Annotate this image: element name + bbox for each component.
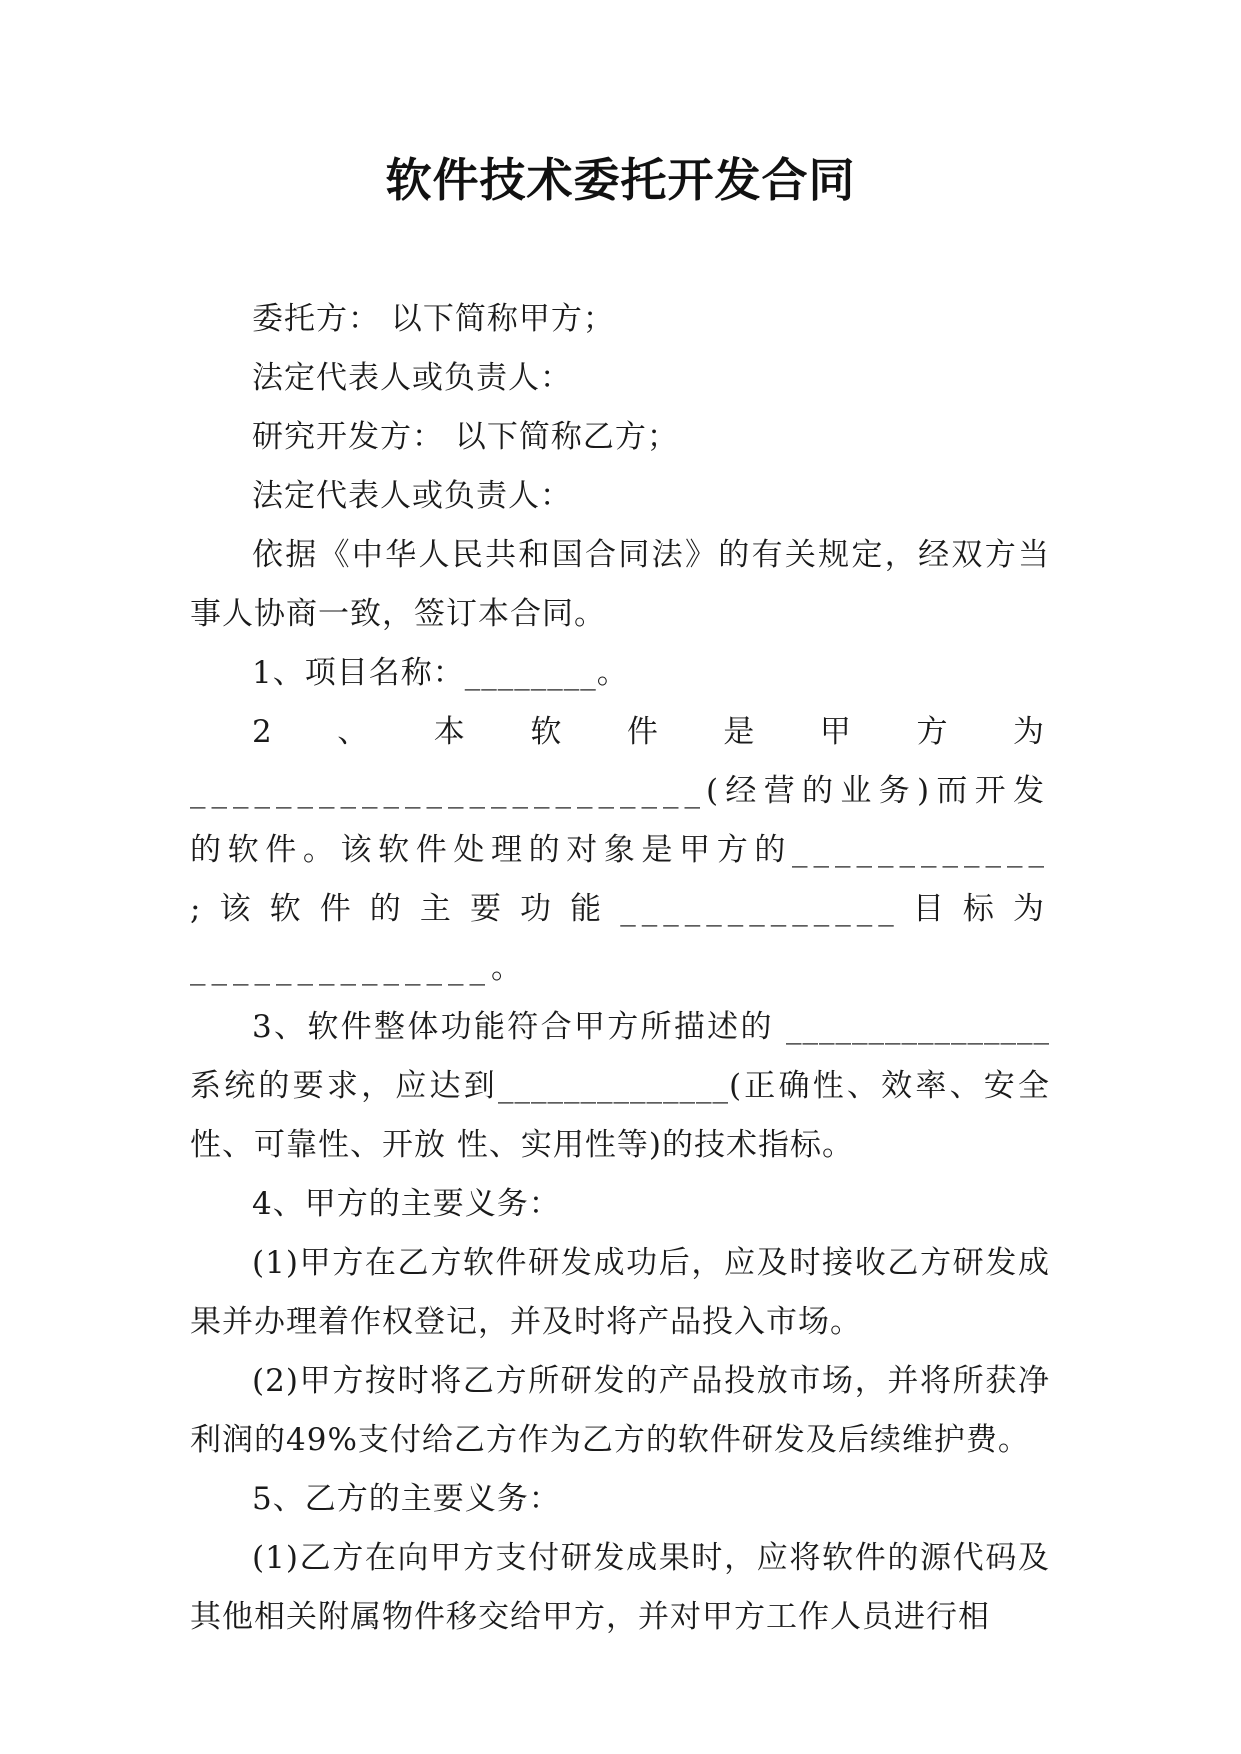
clause-3-technical-requirements: 3、软件整体功能符合甲方所描述的 ________________系统的要求，应达到______________(正确性、效率、安全性、可靠性、开放 性、实用性等)的技术指标。 (190, 1009, 1050, 1163)
paragraph-client: 委托方： 以下简称甲方； (252, 301, 615, 337)
clause-4-party-a-obligations: 4、甲方的主要义务： (252, 1186, 561, 1222)
paragraph-client-representative: 法定代表人或负责人： (252, 360, 572, 396)
clause-5-party-b-obligations: 5、乙方的主要义务： (252, 1481, 561, 1517)
clause-5-item-1: (1)乙方在向甲方支付研发成果时，应将软件的源代码及其他相关附属物件移交给甲方，并对甲方工作人员进行相 (190, 1540, 1050, 1635)
clause-1-project-name: 1、项目名称：________。 (252, 655, 629, 691)
clause-2-software-purpose: 2、本软件是甲方为________________________(经营的业务)而开发的软件。该软件处理的对象是甲方的____________ ;该软件的主要功能_____________目标为______________。 (190, 714, 1050, 986)
paragraph-developer: 研究开发方： 以下简称乙方； (252, 419, 679, 455)
clause-4-item-1: (1)甲方在乙方软件研发成功后，应及时接收乙方研发成果并办理着作权登记，并及时将产品投入市场。 (190, 1245, 1050, 1340)
document-title: 软件技术委托开发合同 (385, 153, 856, 207)
paragraph-developer-representative: 法定代表人或负责人： (252, 478, 572, 514)
clause-4-item-2: (2)甲方按时将乙方所研发的产品投放市场，并将所获净利润的49%支付给乙方作为乙方的软件研发及后续维护费。 (190, 1363, 1050, 1458)
document-body (190, 290, 1050, 1647)
paragraph-legal-basis: 依据《中华人民共和国合同法》的有关规定，经双方当事人协商一致，签订本合同。 (190, 537, 1050, 632)
